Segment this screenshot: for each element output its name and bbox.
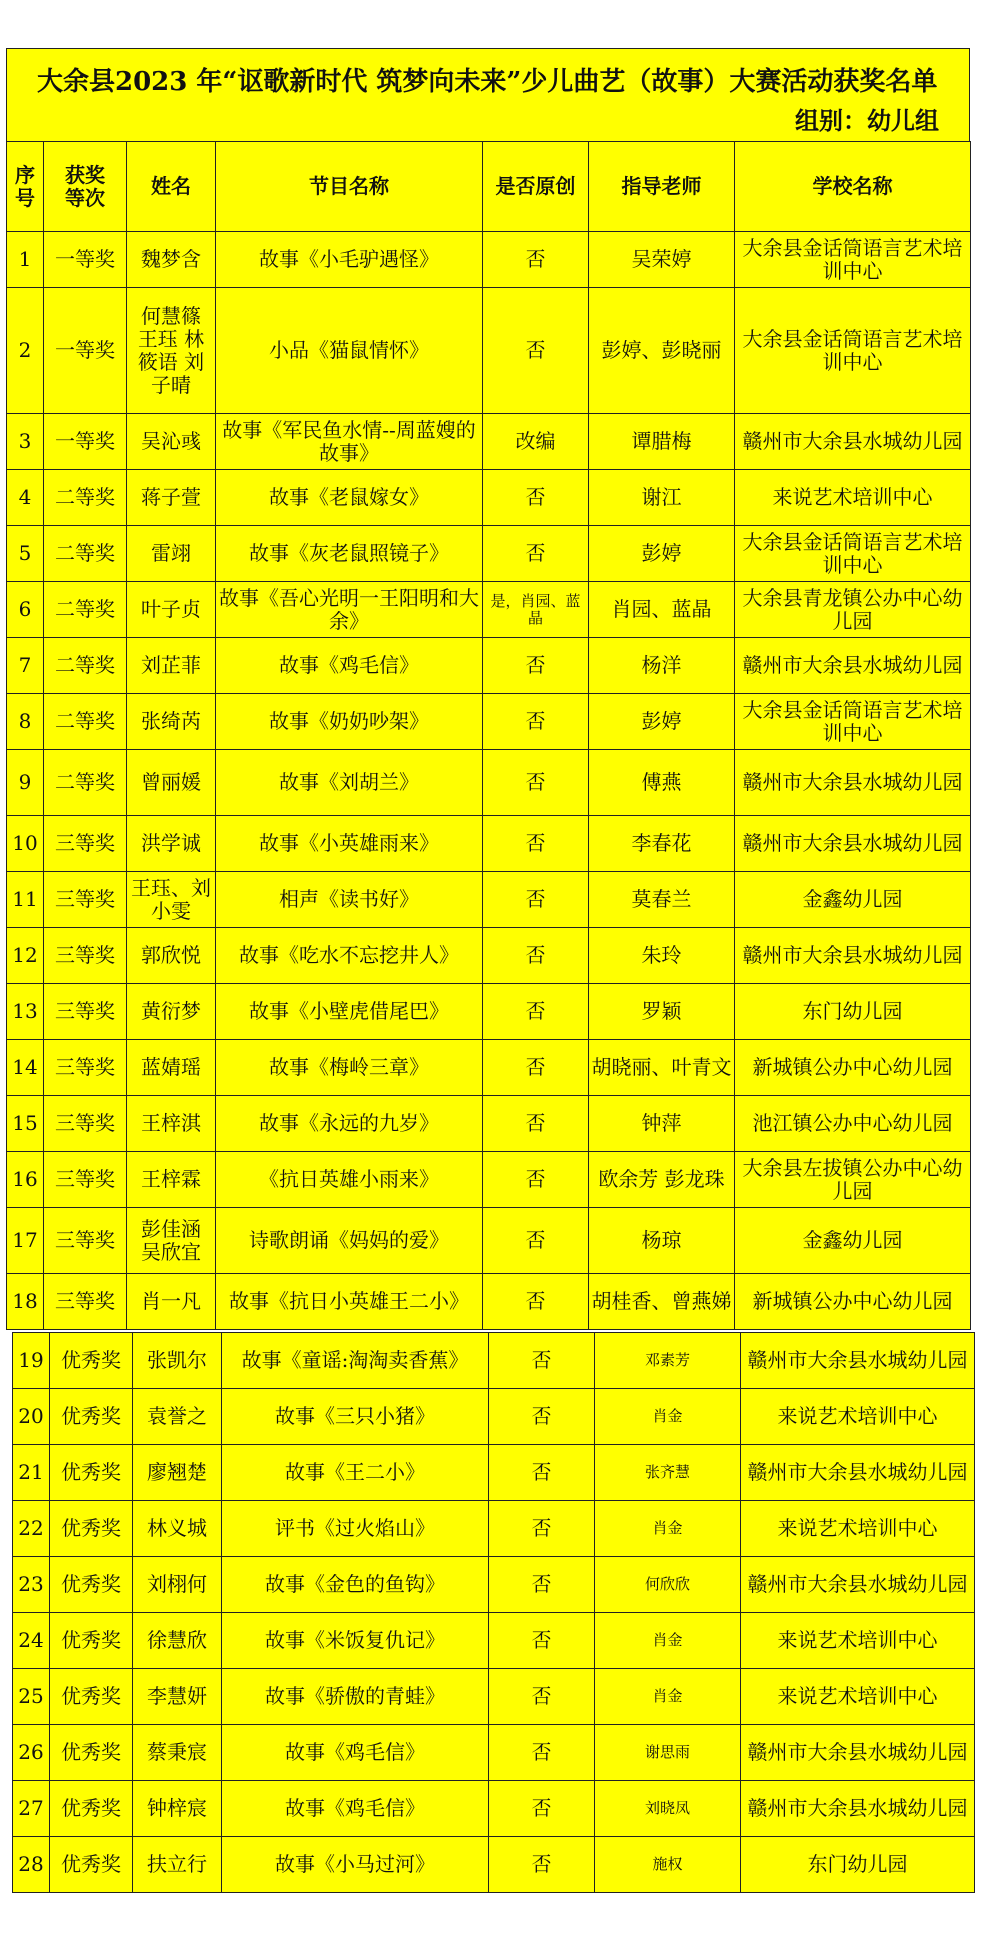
cell-name: 郭欣悦	[127, 928, 216, 984]
cell-original: 否	[483, 1040, 589, 1096]
cell-school: 池江镇公办中心幼儿园	[735, 1096, 971, 1152]
cell-name: 蓝婧瑶	[127, 1040, 216, 1096]
cell-no: 11	[7, 872, 44, 928]
cell-teacher: 肖园、蓝晶	[589, 582, 735, 638]
cell-original: 否	[489, 1445, 595, 1501]
cell-school: 东门幼儿园	[735, 984, 971, 1040]
cell-original: 否	[483, 1096, 589, 1152]
cell-original: 否	[489, 1725, 595, 1781]
cell-award: 三等奖	[44, 872, 127, 928]
cell-no: 17	[7, 1208, 44, 1274]
cell-name: 廖翘楚	[133, 1445, 222, 1501]
cell-award: 优秀奖	[50, 1781, 133, 1837]
cell-school: 大余县金话筒语言艺术培训中心	[735, 232, 971, 288]
cell-school: 赣州市大余县水城幼儿园	[741, 1725, 975, 1781]
cell-name: 何慧篠 王珏 林筱语 刘子晴	[127, 288, 216, 414]
cell-teacher: 肖金	[595, 1669, 741, 1725]
cell-original: 否	[483, 526, 589, 582]
table-row	[13, 1837, 975, 1893]
cell-school: 大余县金话筒语言艺术培训中心	[735, 526, 971, 582]
cell-school: 赣州市大余县水城幼儿园	[741, 1445, 975, 1501]
document-title: 大余县2023 年“讴歌新时代 筑梦向未来”少儿曲艺（故事）大赛活动获奖名单	[37, 67, 938, 97]
table-row	[13, 1501, 975, 1557]
cell-school: 大余县左拔镇公办中心幼儿园	[735, 1152, 971, 1208]
cell-school: 赣州市大余县水城幼儿园	[735, 638, 971, 694]
cell-name: 袁誉之	[133, 1389, 222, 1445]
cell-no: 18	[7, 1274, 44, 1330]
table-row	[7, 582, 971, 638]
cell-name: 王梓霖	[127, 1152, 216, 1208]
column-header-school: 学校名称	[735, 142, 971, 232]
cell-award: 二等奖	[44, 694, 127, 750]
cell-no: 14	[7, 1040, 44, 1096]
cell-program: 故事《抗日小英雄王二小》	[216, 1274, 483, 1330]
cell-original: 否	[489, 1781, 595, 1837]
cell-original: 否	[483, 984, 589, 1040]
cell-program: 相声《读书好》	[216, 872, 483, 928]
table-row	[7, 816, 971, 872]
cell-award: 三等奖	[44, 816, 127, 872]
cell-program: 故事《军民鱼水情--周蓝嫂的故事》	[216, 414, 483, 470]
cell-no: 4	[7, 470, 44, 526]
column-header-program: 节目名称	[216, 142, 483, 232]
cell-award: 优秀奖	[50, 1613, 133, 1669]
cell-award: 一等奖	[44, 414, 127, 470]
cell-name: 叶子贞	[127, 582, 216, 638]
award-table	[6, 141, 971, 1330]
cell-award: 三等奖	[44, 1208, 127, 1274]
cell-program: 故事《小壁虎借尾巴》	[216, 984, 483, 1040]
cell-name: 林义城	[133, 1501, 222, 1557]
cell-school: 来说艺术培训中心	[741, 1501, 975, 1557]
cell-original: 否	[483, 750, 589, 816]
cell-school: 大余县青龙镇公办中心幼儿园	[735, 582, 971, 638]
cell-award: 三等奖	[44, 984, 127, 1040]
title-box	[6, 48, 970, 141]
cell-name: 彭佳涵 吴欣宜	[127, 1208, 216, 1274]
cell-original: 否	[483, 816, 589, 872]
cell-no: 6	[7, 582, 44, 638]
cell-original: 否	[483, 928, 589, 984]
cell-award: 二等奖	[44, 582, 127, 638]
cell-program: 故事《米饭复仇记》	[222, 1613, 489, 1669]
table-row	[13, 1781, 975, 1837]
cell-program: 故事《童谣:淘淘卖香蕉》	[222, 1333, 489, 1389]
table-row	[13, 1389, 975, 1445]
cell-no: 27	[13, 1781, 50, 1837]
table-row	[7, 984, 971, 1040]
cell-name: 魏梦含	[127, 232, 216, 288]
table-row	[13, 1613, 975, 1669]
table-body-2	[13, 1333, 975, 1893]
cell-original: 否	[483, 638, 589, 694]
cell-name: 王梓淇	[127, 1096, 216, 1152]
cell-teacher: 李春花	[589, 816, 735, 872]
cell-name: 钟梓宸	[133, 1781, 222, 1837]
cell-teacher: 肖金	[595, 1501, 741, 1557]
cell-original: 否	[483, 1152, 589, 1208]
cell-program: 故事《灰老鼠照镜子》	[216, 526, 483, 582]
cell-teacher: 张齐慧	[595, 1445, 741, 1501]
cell-award: 三等奖	[44, 1274, 127, 1330]
cell-name: 洪学诚	[127, 816, 216, 872]
cell-teacher: 彭婷	[589, 526, 735, 582]
cell-program: 故事《王二小》	[222, 1445, 489, 1501]
cell-no: 26	[13, 1725, 50, 1781]
cell-no: 15	[7, 1096, 44, 1152]
cell-original: 否	[489, 1613, 595, 1669]
cell-program: 故事《鸡毛信》	[222, 1781, 489, 1837]
cell-no: 25	[13, 1669, 50, 1725]
cell-teacher: 莫春兰	[589, 872, 735, 928]
cell-original: 否	[489, 1557, 595, 1613]
table-row	[7, 1096, 971, 1152]
group-label: 组别：幼儿组	[795, 106, 939, 135]
cell-no: 23	[13, 1557, 50, 1613]
cell-program: 故事《梅岭三章》	[216, 1040, 483, 1096]
table-row	[7, 750, 971, 816]
table-row	[7, 1040, 971, 1096]
cell-teacher: 谢江	[589, 470, 735, 526]
column-header-no: 序 号	[7, 142, 44, 232]
cell-teacher: 肖金	[595, 1389, 741, 1445]
cell-award: 二等奖	[44, 470, 127, 526]
cell-school: 大余县金话筒语言艺术培训中心	[735, 694, 971, 750]
table-row	[7, 414, 971, 470]
cell-no: 8	[7, 694, 44, 750]
header-row	[7, 142, 971, 232]
table-row	[7, 1152, 971, 1208]
cell-program: 故事《吃水不忘挖井人》	[216, 928, 483, 984]
table-row	[7, 928, 971, 984]
cell-program: 故事《三只小猪》	[222, 1389, 489, 1445]
table-row	[13, 1557, 975, 1613]
cell-award: 三等奖	[44, 928, 127, 984]
cell-award: 三等奖	[44, 1152, 127, 1208]
cell-program: 故事《奶奶吵架》	[216, 694, 483, 750]
cell-program: 评书《过火焰山》	[222, 1501, 489, 1557]
cell-award: 优秀奖	[50, 1725, 133, 1781]
cell-original: 否	[489, 1389, 595, 1445]
cell-teacher: 刘晓凤	[595, 1781, 741, 1837]
table-row	[7, 288, 971, 414]
cell-original: 否	[489, 1837, 595, 1893]
table-row	[7, 1208, 971, 1274]
cell-school: 赣州市大余县水城幼儿园	[735, 750, 971, 816]
cell-award: 优秀奖	[50, 1389, 133, 1445]
cell-school: 新城镇公办中心幼儿园	[735, 1040, 971, 1096]
cell-program: 故事《骄傲的青蛙》	[222, 1669, 489, 1725]
cell-original: 否	[483, 872, 589, 928]
cell-teacher: 钟萍	[589, 1096, 735, 1152]
cell-program: 故事《小马过河》	[222, 1837, 489, 1893]
cell-no: 16	[7, 1152, 44, 1208]
cell-no: 21	[13, 1445, 50, 1501]
cell-teacher: 彭婷、彭晓丽	[589, 288, 735, 414]
cell-teacher: 肖金	[595, 1613, 741, 1669]
cell-name: 蔡秉宸	[133, 1725, 222, 1781]
cell-award: 一等奖	[44, 232, 127, 288]
cell-name: 雷翊	[127, 526, 216, 582]
cell-award: 二等奖	[44, 526, 127, 582]
cell-no: 7	[7, 638, 44, 694]
cell-original: 否	[483, 694, 589, 750]
table-row	[13, 1725, 975, 1781]
cell-award: 优秀奖	[50, 1333, 133, 1389]
table-row	[7, 638, 971, 694]
cell-original: 改编	[483, 414, 589, 470]
cell-teacher: 傅燕	[589, 750, 735, 816]
cell-no: 20	[13, 1389, 50, 1445]
cell-program: 《抗日英雄小雨来》	[216, 1152, 483, 1208]
column-header-teacher: 指导老师	[589, 142, 735, 232]
cell-award: 三等奖	[44, 1096, 127, 1152]
cell-teacher: 胡晓丽、叶青文	[589, 1040, 735, 1096]
cell-award: 优秀奖	[50, 1557, 133, 1613]
cell-award: 优秀奖	[50, 1669, 133, 1725]
cell-teacher: 谭腊梅	[589, 414, 735, 470]
cell-original: 否	[489, 1333, 595, 1389]
cell-original: 否	[483, 1208, 589, 1274]
cell-school: 新城镇公办中心幼儿园	[735, 1274, 971, 1330]
cell-name: 李慧妍	[133, 1669, 222, 1725]
cell-original: 是，肖园、蓝晶	[483, 582, 589, 638]
cell-teacher: 欧余芳 彭龙珠	[589, 1152, 735, 1208]
cell-school: 来说艺术培训中心	[741, 1669, 975, 1725]
cell-school: 金鑫幼儿园	[735, 1208, 971, 1274]
cell-teacher: 罗颖	[589, 984, 735, 1040]
cell-school: 赣州市大余县水城幼儿园	[741, 1557, 975, 1613]
cell-no: 19	[13, 1333, 50, 1389]
cell-award: 二等奖	[44, 638, 127, 694]
cell-program: 故事《鸡毛信》	[222, 1725, 489, 1781]
table-row	[7, 1274, 971, 1330]
cell-award: 优秀奖	[50, 1501, 133, 1557]
cell-program: 诗歌朗诵《妈妈的爱》	[216, 1208, 483, 1274]
table-row	[13, 1669, 975, 1725]
cell-program: 故事《吾心光明一王阳明和大余》	[216, 582, 483, 638]
cell-program: 小品《猫鼠情怀》	[216, 288, 483, 414]
cell-school: 来说艺术培训中心	[735, 470, 971, 526]
cell-school: 赣州市大余县水城幼儿园	[741, 1781, 975, 1837]
table-row	[13, 1445, 975, 1501]
table-row	[7, 694, 971, 750]
cell-original: 否	[483, 288, 589, 414]
cell-original: 否	[489, 1669, 595, 1725]
cell-award: 二等奖	[44, 750, 127, 816]
cell-teacher: 施权	[595, 1837, 741, 1893]
cell-name: 张绮芮	[127, 694, 216, 750]
cell-program: 故事《金色的鱼钩》	[222, 1557, 489, 1613]
cell-school: 赣州市大余县水城幼儿园	[735, 816, 971, 872]
cell-program: 故事《刘胡兰》	[216, 750, 483, 816]
table-row	[7, 232, 971, 288]
cell-program: 故事《鸡毛信》	[216, 638, 483, 694]
cell-no: 22	[13, 1501, 50, 1557]
cell-no: 3	[7, 414, 44, 470]
cell-award: 三等奖	[44, 1040, 127, 1096]
cell-teacher: 朱玲	[589, 928, 735, 984]
cell-award: 优秀奖	[50, 1837, 133, 1893]
cell-name: 扶立行	[133, 1837, 222, 1893]
cell-no: 24	[13, 1613, 50, 1669]
cell-name: 刘栩何	[133, 1557, 222, 1613]
cell-teacher: 何欣欣	[595, 1557, 741, 1613]
cell-school: 大余县金话筒语言艺术培训中心	[735, 288, 971, 414]
cell-original: 否	[483, 232, 589, 288]
cell-school: 来说艺术培训中心	[741, 1389, 975, 1445]
cell-program: 故事《小英雄雨来》	[216, 816, 483, 872]
cell-name: 张凯尔	[133, 1333, 222, 1389]
cell-original: 否	[483, 1274, 589, 1330]
cell-teacher: 杨琼	[589, 1208, 735, 1274]
cell-program: 故事《老鼠嫁女》	[216, 470, 483, 526]
cell-school: 金鑫幼儿园	[735, 872, 971, 928]
award-list-sheet	[6, 48, 970, 1330]
table-row	[7, 526, 971, 582]
cell-no: 9	[7, 750, 44, 816]
table-row	[7, 470, 971, 526]
cell-school: 东门幼儿园	[741, 1837, 975, 1893]
cell-award: 一等奖	[44, 288, 127, 414]
cell-teacher: 胡桂香、曾燕娣	[589, 1274, 735, 1330]
cell-name: 曾丽媛	[127, 750, 216, 816]
column-header-name: 姓名	[127, 142, 216, 232]
cell-original: 否	[483, 470, 589, 526]
cell-teacher: 谢思雨	[595, 1725, 741, 1781]
cell-no: 28	[13, 1837, 50, 1893]
cell-name: 黄衍梦	[127, 984, 216, 1040]
cell-teacher: 吴荣婷	[589, 232, 735, 288]
column-header-award: 获奖 等次	[44, 142, 127, 232]
cell-no: 2	[7, 288, 44, 414]
table-row	[13, 1333, 975, 1389]
cell-name: 王珏、刘小雯	[127, 872, 216, 928]
table-body	[7, 232, 971, 1330]
cell-teacher: 杨洋	[589, 638, 735, 694]
cell-name: 蒋子萱	[127, 470, 216, 526]
cell-name: 吴沁彧	[127, 414, 216, 470]
cell-award: 优秀奖	[50, 1445, 133, 1501]
cell-teacher: 邓素芳	[595, 1333, 741, 1389]
cell-school: 赣州市大余县水城幼儿园	[741, 1333, 975, 1389]
cell-program: 故事《永远的九岁》	[216, 1096, 483, 1152]
cell-name: 刘芷菲	[127, 638, 216, 694]
column-header-original: 是否原创	[483, 142, 589, 232]
cell-original: 否	[489, 1501, 595, 1557]
cell-no: 10	[7, 816, 44, 872]
cell-name: 徐慧欣	[133, 1613, 222, 1669]
cell-no: 5	[7, 526, 44, 582]
cell-no: 1	[7, 232, 44, 288]
cell-school: 赣州市大余县水城幼儿园	[735, 414, 971, 470]
award-list-sheet-2	[12, 1332, 974, 1893]
award-table-2	[12, 1332, 975, 1893]
cell-program: 故事《小毛驴遇怪》	[216, 232, 483, 288]
cell-school: 赣州市大余县水城幼儿园	[735, 928, 971, 984]
cell-name: 肖一凡	[127, 1274, 216, 1330]
cell-school: 来说艺术培训中心	[741, 1613, 975, 1669]
cell-teacher: 彭婷	[589, 694, 735, 750]
cell-no: 12	[7, 928, 44, 984]
cell-no: 13	[7, 984, 44, 1040]
table-row	[7, 872, 971, 928]
